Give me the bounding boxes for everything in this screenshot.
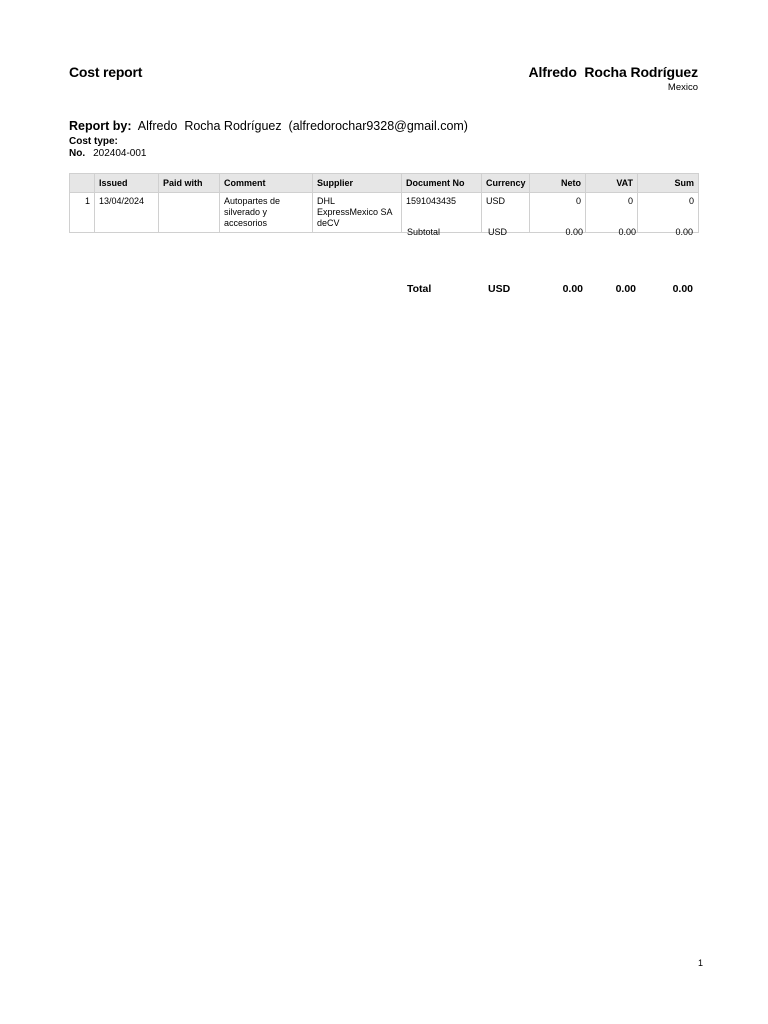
column-header-neto: Neto: [530, 174, 586, 193]
row-index: 1: [70, 193, 95, 233]
column-header-vat: VAT: [586, 174, 638, 193]
page-number: 1: [697, 958, 703, 968]
column-header-paid-with: Paid with: [159, 174, 220, 193]
report-by-label: Report by:: [69, 119, 132, 133]
row-paid-with: [159, 193, 220, 233]
column-header-document-no: Document No: [402, 174, 482, 193]
column-header-index: [70, 174, 95, 193]
column-header-issued: Issued: [95, 174, 159, 193]
report-number-value: 202404-001: [93, 148, 147, 159]
owner-name: Alfredo Rocha Rodríguez: [528, 64, 698, 80]
report-meta: [69, 119, 468, 159]
page-title: Cost report: [69, 64, 143, 80]
table-header-row: [70, 174, 699, 193]
subtotal-sum: 0.00: [675, 227, 693, 237]
cost-items-table: [69, 173, 699, 233]
subtotal-neto: 0.00: [565, 227, 583, 237]
report-number-label: No.: [69, 148, 86, 159]
report-by-line: [69, 119, 468, 133]
report-by-value: Alfredo Rocha Rodríguez (alfredorochar9328@gmail.com): [137, 119, 468, 133]
row-currency: USD: [482, 193, 530, 233]
row-issued: 13/04/2024: [95, 193, 159, 233]
column-header-sum: Sum: [638, 174, 699, 193]
total-currency: USD: [488, 283, 511, 295]
report-number-line: [69, 148, 468, 159]
total-sum: 0.00: [672, 283, 693, 295]
subtotal-currency: USD: [488, 227, 508, 237]
column-header-comment: Comment: [220, 174, 313, 193]
subtotal-label: Subtotal: [407, 227, 441, 237]
row-comment: Autopartes de silverado y accesorios: [220, 193, 313, 233]
owner-country: Mexico: [667, 82, 698, 93]
row-sum: 0: [638, 193, 699, 233]
row-vat: 0: [586, 193, 638, 233]
column-header-supplier: Supplier: [313, 174, 402, 193]
row-document-no: 1591043435: [402, 193, 482, 233]
owner-block: [529, 64, 699, 93]
row-neto: 0: [530, 193, 586, 233]
row-supplier: DHL ExpressMexico SA deCV: [313, 193, 402, 233]
column-header-currency: Currency: [482, 174, 530, 193]
total-label: Total: [407, 283, 432, 295]
total-vat: 0.00: [615, 283, 636, 295]
cost-type-label: Cost type:: [69, 136, 118, 147]
subtotal-vat: 0.00: [618, 227, 636, 237]
total-neto: 0.00: [562, 283, 583, 295]
